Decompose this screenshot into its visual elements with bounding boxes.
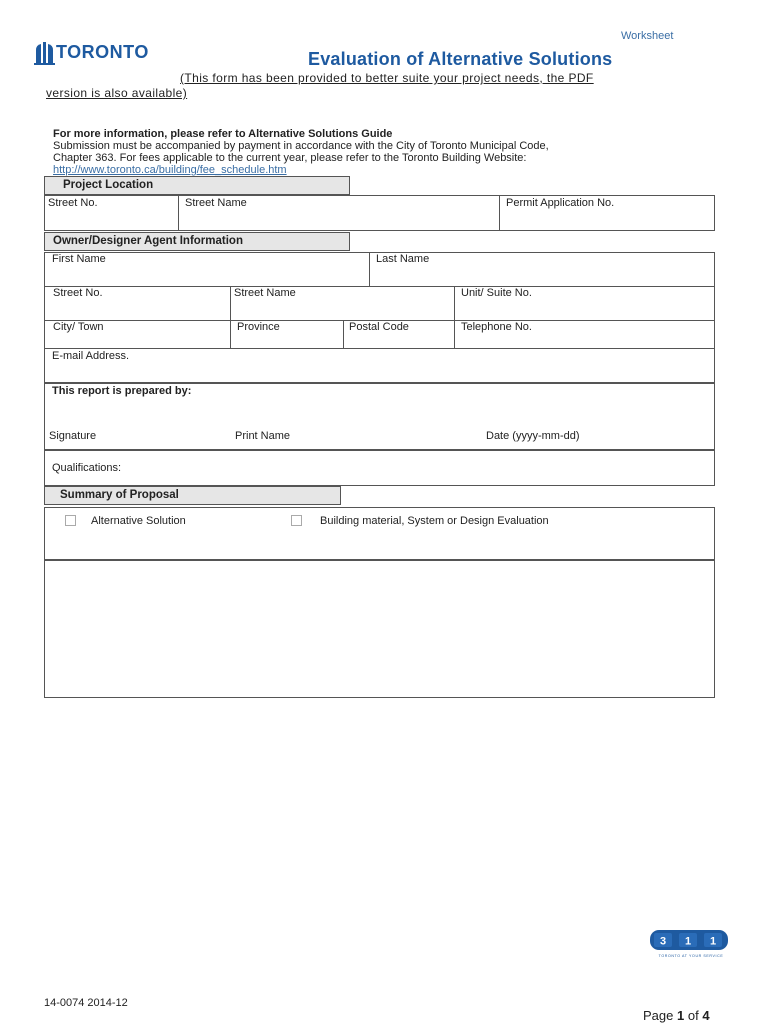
info-line-2: Chapter 363. For fees applicable to the current year, please refer to the Toronto Building Website: <box>53 152 527 164</box>
project-location-row <box>44 195 715 231</box>
qualifications-field[interactable]: Qualifications: <box>52 462 122 474</box>
project-street-no-field[interactable]: Street No. <box>48 197 98 209</box>
owner-info-box <box>44 252 715 383</box>
proposal-description-area[interactable] <box>44 560 715 698</box>
alternative-solution-label: Alternative Solution <box>91 515 186 527</box>
prepared-by-heading: This report is prepared by: <box>52 385 192 397</box>
alternative-solution-checkbox[interactable] <box>65 515 76 526</box>
page-number: Page 1 of 4 <box>643 1008 710 1023</box>
telephone-field[interactable]: Telephone No. <box>461 321 532 333</box>
permit-application-field[interactable]: Permit Application No. <box>506 197 615 209</box>
unit-suite-field[interactable]: Unit/ Suite No. <box>461 287 532 299</box>
badge-digit-1: 3 <box>659 935 667 948</box>
building-material-checkbox[interactable] <box>291 515 302 526</box>
postal-code-field[interactable]: Postal Code <box>349 321 409 333</box>
province-field[interactable]: Province <box>237 321 280 333</box>
info-line-1: Submission must be accompanied by payment in accordance with the City of Toronto Municipal Code, <box>53 140 549 152</box>
project-street-name-field[interactable]: Street Name <box>185 197 247 209</box>
owner-street-name-field[interactable]: Street Name <box>234 287 296 299</box>
signature-field[interactable]: Signature <box>49 430 97 442</box>
worksheet-label: Worksheet <box>621 30 674 42</box>
badge-digit-2: 1 <box>684 935 692 948</box>
owner-street-no-field[interactable]: Street No. <box>53 287 103 299</box>
badge-tagline: TORONTO AT YOUR SERVICE <box>658 954 724 958</box>
email-field[interactable]: E-mail Address. <box>52 350 130 362</box>
date-field[interactable]: Date (yyyy-mm-dd) <box>486 430 580 442</box>
print-name-field[interactable]: Print Name <box>235 430 291 442</box>
info-heading: For more information, please refer to Alternative Solutions Guide <box>53 128 393 140</box>
section-project-location: Project Location <box>44 176 350 195</box>
311-icon <box>646 929 736 959</box>
last-name-field[interactable]: Last Name <box>376 253 430 265</box>
logo-wordmark: TORONTO <box>56 42 149 62</box>
city-town-field[interactable]: City/ Town <box>53 321 104 333</box>
fee-schedule-link[interactable]: http://www.toronto.ca/building/fee_schedule.htm <box>53 164 287 176</box>
toronto-logo <box>34 40 152 66</box>
qualifications-box <box>44 450 715 486</box>
badge-digit-3: 1 <box>709 935 717 948</box>
city-hall-icon <box>34 40 56 66</box>
section-summary-proposal: Summary of Proposal <box>44 486 341 505</box>
section-owner-designer: Owner/Designer Agent Information <box>44 232 350 251</box>
form-code: 14-0074 2014-12 <box>44 997 128 1009</box>
toronto-311-badge <box>646 929 736 959</box>
form-subtitle-line1: (This form has been provided to better suite your project needs, the PDF <box>180 71 594 85</box>
form-subtitle-line2: version is also available) <box>46 86 188 100</box>
building-material-label: Building material, System or Design Evaluation <box>320 515 549 527</box>
form-title: Evaluation of Alternative Solutions <box>308 49 613 69</box>
first-name-field[interactable]: First Name <box>52 253 106 265</box>
